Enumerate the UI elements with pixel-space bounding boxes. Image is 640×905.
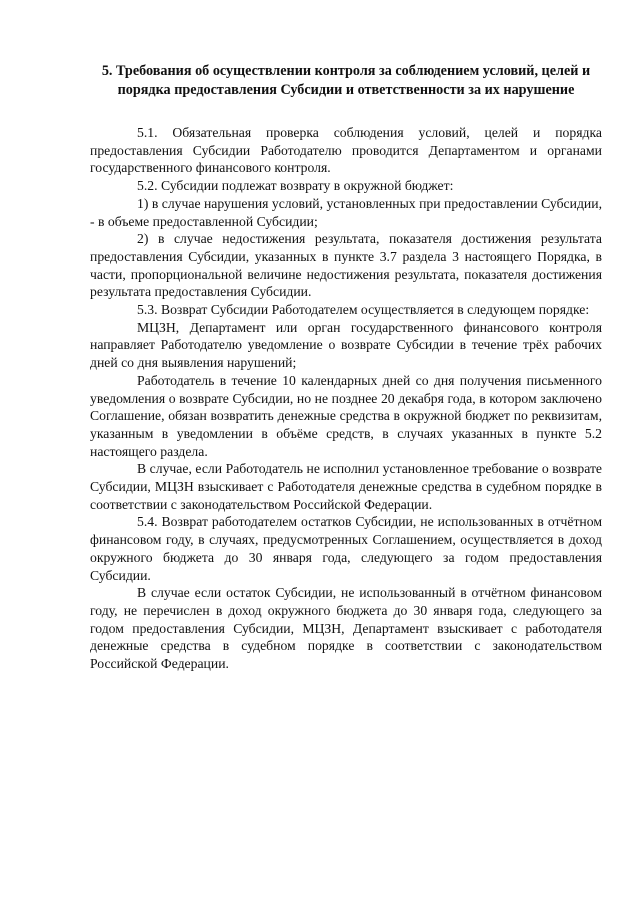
paragraph-5-2: 5.2. Субсидии подлежат возврату в окружной бюджет:	[137, 178, 454, 194]
document-page	[90, 62, 602, 673]
paragraph-5-3-notice: МЦЗН, Департамент или орган государственного финансового контроля направляет Работодателю уведомление о возврате Субсидии в течение трёх рабочих дней со дня выявления нарушений;	[90, 319, 602, 371]
paragraph-5-3-court: В случае, если Работодатель не исполнил установленное требование о возврате Субсидии, МЦЗН взыскивает с Работодателя денежные средства в судебном порядке в соответствии с законодательством Российской Федерации.	[90, 461, 602, 512]
paragraph-5-4-court: В случае если остаток Субсидии, не использованный в отчётном финансовом году, не перечислен в доход окружного бюджета до 30 января года, следующего за годом предоставления Субсидии, МЦЗН, Департамент взыскивает с работодателя денежные средства в судебном порядке в соответствии с законодательством Российской Федерации.	[90, 585, 602, 672]
paragraph-5-2-item-1: 1) в случае нарушения условий, установленных при предоставлении Субсидии, - в объеме предоставленной Субсидии;	[90, 195, 602, 229]
section-body	[90, 124, 602, 673]
section-title: 5. Требования об осуществлении контроля за соблюдением условий, целей и порядка предоставления Субсидии и ответственности за их нарушение	[101, 63, 591, 98]
paragraph-5-1: 5.1. Обязательная проверка соблюдения условий, целей и порядка предоставления Субсидии Работодателю проводится Департаментом и органами государственного финансового контроля.	[90, 125, 602, 176]
paragraph-5-4: 5.4. Возврат работодателем остатков Субсидии, не использованных в отчётном финансовом году, в случаях, предусмотренных Соглашением, осуществляется в доход окружного бюджета до 30 января года, следующего за годом предоставления Субсидии.	[90, 514, 602, 583]
paragraph-5-3: 5.3. Возврат Субсидии Работодателем осуществляется в следующем порядке:	[137, 302, 590, 318]
paragraph-5-2-item-2: 2) в случае недостижения результата, показателя достижения результата предоставления Субсидии, указанных в пункте 3.7 раздела 3 настоящего Порядка, в части, пропорциональной величине недостижения результата, показателя достижения результата предоставления Субсидии.	[90, 231, 602, 300]
paragraph-5-3-refund: Работодатель в течение 10 календарных дней со дня получения письменного уведомления о возврате Субсидии, но не позднее 20 декабря года, в котором заключено Соглашение, обязан возвратить денежные средства в окружной бюджет по реквизитам, указанным в уведомлении в объёме средств, в случаях указанных в пункте 5.2 настоящего раздела.	[90, 372, 602, 459]
